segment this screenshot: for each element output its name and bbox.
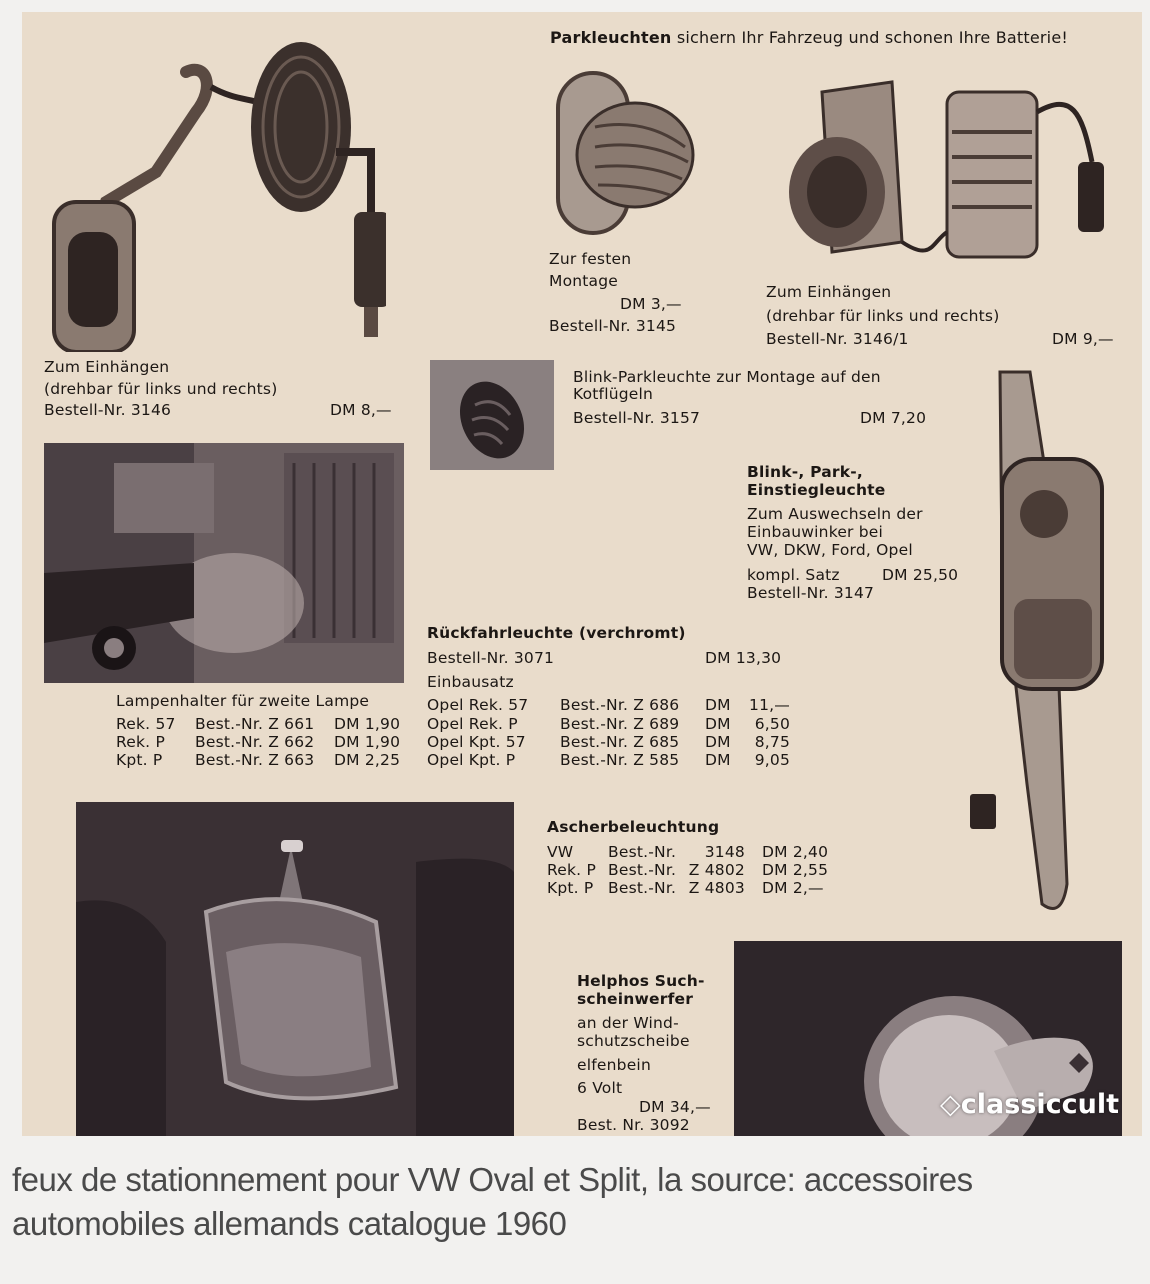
item-3145-price: DM 3,— — [620, 295, 682, 313]
ascher-title: Ascherbeleuchtung — [547, 818, 720, 836]
ashtray-lighting-photo — [76, 802, 514, 1136]
headline-rest: sichern Ihr Fahrzeug und schonen Ihre Batterie! — [676, 28, 1068, 47]
classiccult-logo-text: classiccult — [960, 1089, 1120, 1120]
rueckfahr-price: DM 13,30 — [705, 649, 782, 667]
item-3145-line2: Montage — [549, 272, 619, 290]
item-3146-order: Bestell-Nr. 3146 — [44, 401, 172, 419]
rueckfahr-row-currency: DM — [705, 715, 731, 733]
ascher-row-label: Best.-Nr. — [608, 879, 677, 897]
helphos-title2: scheinwerfer — [577, 990, 694, 1008]
item-3145-order: Bestell-Nr. 3145 — [549, 317, 677, 335]
ascher-row-label: Best.-Nr. — [608, 843, 677, 861]
caption-line2: automobiles allemands catalogue 1960 — [12, 1205, 567, 1242]
helphos-line2: schutzscheibe — [577, 1032, 690, 1050]
rueckfahr-title: Rückfahrleuchte (verchromt) — [427, 624, 686, 642]
item-3147-kit: kompl. Satz — [747, 566, 840, 584]
rueckfahr-row-order: Best.-Nr. Z 585 — [560, 751, 680, 769]
item-3157-line1: Blink-Parkleuchte zur Montage auf den — [573, 368, 881, 386]
rueckfahr-row-model: Opel Kpt. P — [427, 751, 516, 769]
caption-line1: feux de stationnement pour VW Oval et Split, la source: accessoires — [12, 1161, 973, 1198]
item-3147-line1: Zum Auswechseln der — [747, 505, 923, 523]
rueckfahr-row-model: Opel Kpt. 57 — [427, 733, 526, 751]
rueckfahr-row-price: 8,75 — [754, 733, 790, 751]
lampenhalter-row-model: Kpt. P — [116, 751, 163, 769]
lampenhalter-row-model: Rek. 57 — [116, 715, 176, 733]
item-3147-line3: VW, DKW, Ford, Opel — [747, 541, 913, 559]
rueckfahr-row-order: Best.-Nr. Z 685 — [560, 733, 680, 751]
headline — [550, 28, 1068, 47]
classiccult-watermark — [940, 1090, 1119, 1120]
item-3146-1-line2: (drehbar für links und rechts) — [766, 307, 1000, 325]
lampenhalter-row-order: Best.-Nr. Z 662 — [195, 733, 315, 751]
item-3147-order: Bestell-Nr. 3147 — [747, 584, 875, 602]
rueckfahr-kit-title: Einbausatz — [427, 673, 514, 691]
ascher-row-price: DM 2,40 — [762, 843, 829, 861]
lampenhalter-title: Lampenhalter für zweite Lampe — [116, 692, 370, 710]
lampenhalter-row-price: DM 1,90 — [334, 715, 401, 733]
ascher-row-order: 3148 — [704, 843, 745, 861]
item-3146-line2: (drehbar für links und rechts) — [44, 380, 278, 398]
park-light-fixed-illustration — [550, 67, 700, 247]
item-3146-1-order: Bestell-Nr. 3146/1 — [766, 330, 909, 348]
park-light-coil-illustration — [36, 32, 386, 352]
park-light-hanging-illustration — [782, 72, 1122, 272]
rueckfahr-row-model: Opel Rek. 57 — [427, 696, 529, 714]
item-3146-price: DM 8,— — [330, 401, 392, 419]
garage-car-photo — [44, 443, 404, 683]
ascher-row-label: Best.-Nr. — [608, 861, 677, 879]
classiccult-logo-icon: ◇ — [940, 1089, 961, 1120]
item-3146-line1: Zum Einhängen — [44, 358, 170, 376]
lampenhalter-row-price: DM 1,90 — [334, 733, 401, 751]
helphos-price: DM 34,— — [639, 1098, 711, 1116]
headline-bold: Parkleuchten — [550, 28, 672, 47]
rueckfahr-row-price: 11,— — [749, 696, 790, 714]
ascher-row-model: Kpt. P — [547, 879, 594, 897]
blink-park-light-photo — [430, 360, 554, 470]
rueckfahr-row-order: Best.-Nr. Z 689 — [560, 715, 680, 733]
ascher-row-order: Z 4802 — [688, 861, 745, 879]
item-3147-title2: Einstiegleuchte — [747, 481, 886, 499]
item-3145-line1: Zur festen — [549, 250, 632, 268]
ascher-row-price: DM 2,55 — [762, 861, 829, 879]
rueckfahr-row-currency: DM — [705, 696, 731, 714]
ascher-row-order: Z 4803 — [688, 879, 745, 897]
helphos-line1: an der Wind- — [577, 1014, 679, 1032]
helphos-title1: Helphos Such- — [577, 972, 705, 990]
helphos-line4: 6 Volt — [577, 1079, 623, 1097]
item-3146-1-price: DM 9,— — [1052, 330, 1114, 348]
ascher-row-model: VW — [547, 843, 574, 861]
item-3147-line2: Einbauwinker bei — [747, 523, 884, 541]
rueckfahr-row-order: Best.-Nr. Z 686 — [560, 696, 680, 714]
catalog-page — [22, 12, 1142, 1136]
lampenhalter-row-price: DM 2,25 — [334, 751, 401, 769]
einstieg-light-illustration — [962, 364, 1112, 924]
ascher-row-price: DM 2,— — [762, 879, 824, 897]
lampenhalter-row-order: Best.-Nr. Z 661 — [195, 715, 315, 733]
item-3146-1-line1: Zum Einhängen — [766, 283, 892, 301]
image-caption — [12, 1158, 1132, 1246]
ascher-row-model: Rek. P — [547, 861, 596, 879]
lampenhalter-row-order: Best.-Nr. Z 663 — [195, 751, 315, 769]
lampenhalter-row-model: Rek. P — [116, 733, 165, 751]
rueckfahr-row-currency: DM — [705, 751, 731, 769]
item-3147-title1: Blink-, Park-, — [747, 463, 863, 481]
rueckfahr-row-currency: DM — [705, 733, 731, 751]
rueckfahr-order: Bestell-Nr. 3071 — [427, 649, 555, 667]
item-3147-price: DM 25,50 — [882, 566, 959, 584]
rueckfahr-row-price: 9,05 — [754, 751, 790, 769]
helphos-line3: elfenbein — [577, 1056, 651, 1074]
rueckfahr-row-price: 6,50 — [754, 715, 790, 733]
item-3157-order: Bestell-Nr. 3157 — [573, 409, 701, 427]
rueckfahr-row-model: Opel Rek. P — [427, 715, 518, 733]
item-3157-price: DM 7,20 — [860, 409, 927, 427]
item-3157-line2: Kotflügeln — [573, 385, 654, 403]
helphos-order: Best. Nr. 3092 — [577, 1116, 690, 1134]
